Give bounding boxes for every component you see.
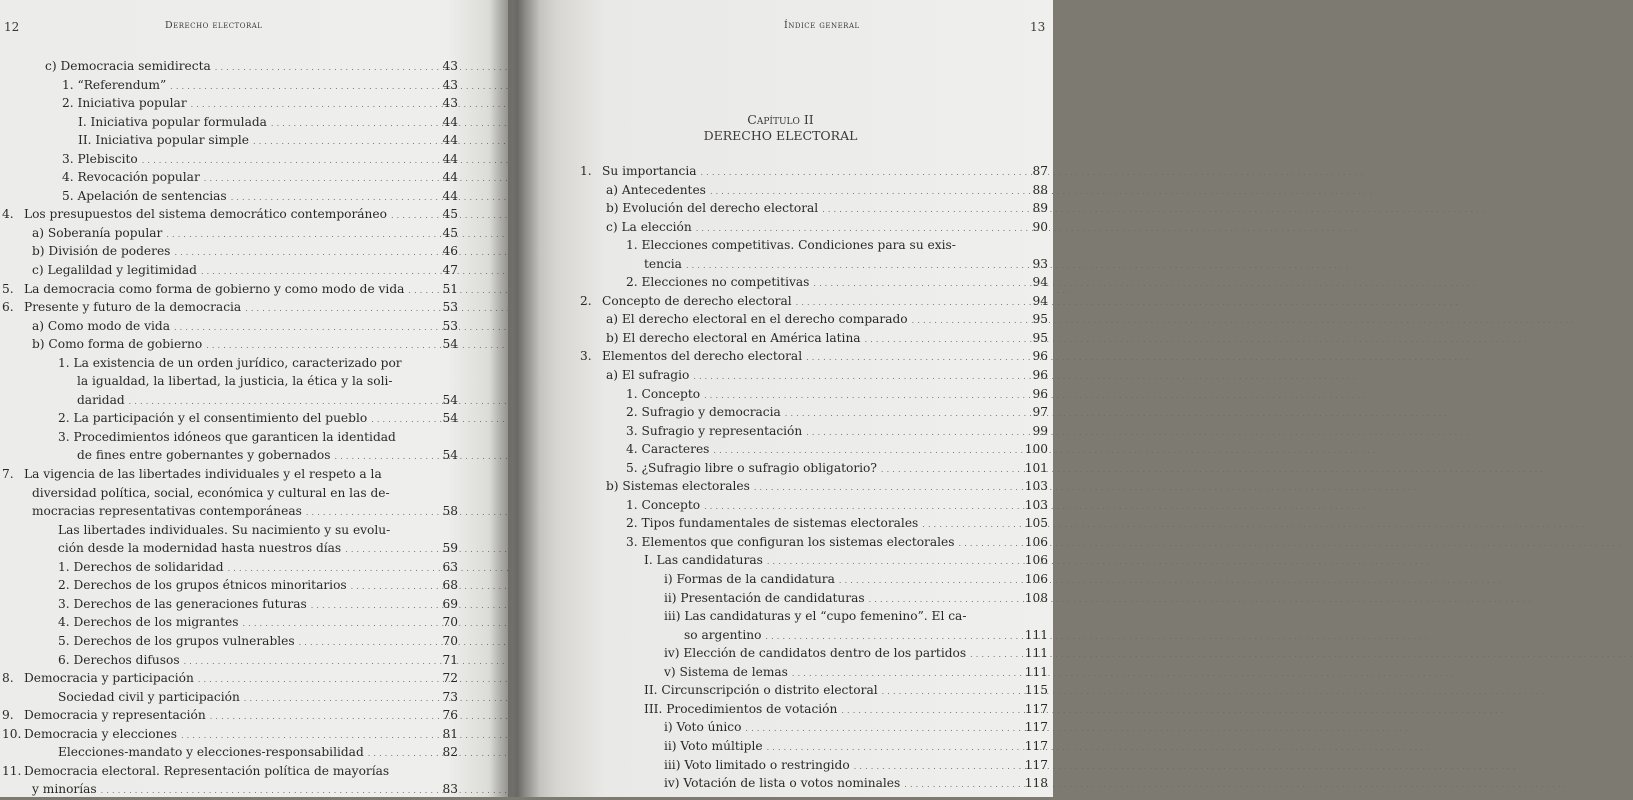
toc-entry bbox=[588, 441, 1048, 460]
toc-entry-title: 3. Plebiscito bbox=[62, 151, 138, 166]
page-number-right: 13 bbox=[1030, 20, 1046, 34]
dot-leader bbox=[813, 274, 1475, 293]
toc-entry bbox=[588, 367, 1048, 386]
toc-entry-title: iii) Las candidaturas y el “cupo femenino”. El ca- bbox=[664, 609, 967, 624]
toc-entry-title: iv) Elección de candidatos dentro de los partidos bbox=[664, 646, 967, 661]
toc-entry-number: 8. bbox=[2, 671, 14, 686]
toc-entry-title: Democracia y participación bbox=[24, 671, 194, 686]
dot-leader bbox=[869, 590, 1531, 609]
toc-entry bbox=[588, 738, 1048, 757]
toc-entry-page: 99 bbox=[1032, 423, 1048, 438]
dot-leader bbox=[912, 311, 1574, 330]
toc-entry-page: 111 bbox=[1024, 646, 1048, 661]
toc-entry-title: 2. La participación y el consentimiento del pueblo bbox=[58, 411, 368, 426]
toc-entry bbox=[588, 330, 1048, 349]
toc-entry-title: 2. Derechos de los grupos étnicos minoritarios bbox=[58, 578, 347, 593]
toc-entry-title: Los presupuestos del sistema democrático contemporáneo bbox=[24, 207, 387, 222]
toc-entry-title: 4. Caracteres bbox=[626, 442, 710, 457]
toc-entry-title: 4. Derechos de los migrantes bbox=[58, 615, 239, 630]
chapter-title: DERECHO ELECTORAL bbox=[703, 128, 858, 143]
dot-leader bbox=[754, 478, 1416, 497]
toc-entry bbox=[10, 77, 458, 96]
toc-entry-number: 4. bbox=[2, 207, 14, 222]
toc-entry bbox=[588, 719, 1048, 738]
toc-entry bbox=[10, 559, 458, 578]
toc-entry bbox=[588, 219, 1048, 238]
toc-entry-title: c) Democracia semidirecta bbox=[45, 59, 211, 73]
toc-entry-page: 94 bbox=[1032, 275, 1048, 290]
toc-entry-title: 2. Iniciativa popular bbox=[62, 96, 187, 111]
toc-entry-page: 71 bbox=[442, 652, 458, 667]
toc-entry-number: 9. bbox=[2, 708, 14, 723]
toc-entry-title: 1. Elecciones competitivas. Condiciones para su exis- bbox=[626, 238, 956, 253]
toc-entry-page: 44 bbox=[442, 188, 458, 203]
toc-entry-title: ii) Voto múltiple bbox=[664, 738, 763, 753]
toc-entry bbox=[588, 627, 1048, 646]
toc-entry bbox=[588, 664, 1048, 683]
toc-entry bbox=[588, 182, 1048, 201]
toc-entry bbox=[10, 540, 458, 559]
toc-entry-title: Sociedad civil y participación bbox=[58, 689, 240, 704]
toc-entry bbox=[588, 311, 1048, 330]
toc-entry-number: 3. bbox=[580, 349, 592, 364]
toc-entry-title: 1. Concepto bbox=[626, 497, 701, 512]
toc-entry bbox=[10, 689, 458, 708]
toc-entry bbox=[10, 596, 458, 615]
dot-leader bbox=[745, 719, 1407, 738]
toc-entry bbox=[588, 274, 1048, 293]
toc-entry bbox=[2, 281, 458, 300]
toc-entry bbox=[588, 645, 1048, 664]
toc-entry-page: 108 bbox=[1024, 590, 1048, 605]
toc-entry-title: La democracia como forma de gobierno y como modo de vida bbox=[24, 281, 405, 296]
toc-entry-page: 53 bbox=[442, 318, 458, 333]
toc-entry-title: a) Soberanía popular bbox=[32, 225, 163, 240]
toc-entry bbox=[10, 95, 458, 114]
toc-entry-title: II. Circunscripción o distrito electoral bbox=[644, 683, 878, 698]
toc-entry-title: iii) Voto limitado o restringido bbox=[664, 757, 850, 772]
toc-entry-title: b) División de poderes bbox=[32, 244, 171, 259]
toc-entry-title: b) Sistemas electorales bbox=[606, 479, 750, 494]
toc-entry-title: I. Iniciativa popular formulada bbox=[78, 114, 267, 129]
table-of-contents-left bbox=[2, 58, 458, 800]
page-number-left: 12 bbox=[4, 20, 20, 34]
toc-entry-title: i) Formas de la candidatura bbox=[664, 572, 835, 587]
toc-entry bbox=[10, 188, 458, 207]
toc-entry bbox=[10, 429, 458, 448]
toc-entry bbox=[580, 293, 1048, 312]
toc-entry-title: de fines entre gobernantes y gobernados bbox=[77, 448, 331, 463]
toc-entry-page: 117 bbox=[1024, 701, 1048, 716]
dot-leader bbox=[881, 460, 1543, 479]
toc-entry-number: 6. bbox=[2, 300, 14, 315]
toc-entry bbox=[10, 522, 458, 541]
toc-entry-title: b) Evolución del derecho electoral bbox=[606, 201, 819, 216]
toc-entry-title: Democracia electoral. Representación política de mayorías bbox=[24, 763, 390, 778]
toc-entry-title: 5. Derechos de los grupos vulnerables bbox=[58, 633, 295, 648]
toc-entry-page: 81 bbox=[442, 726, 458, 741]
toc-entry-page: 70 bbox=[442, 633, 458, 648]
toc-entry-title: 3. Derechos de las generaciones futuras bbox=[58, 596, 307, 611]
toc-entry bbox=[588, 701, 1048, 720]
toc-entry-title: Elecciones-mandato y elecciones-responsabilidad bbox=[58, 745, 364, 760]
dot-leader bbox=[959, 534, 1621, 553]
toc-entry-title: c) Legalildad y legitimidad bbox=[32, 263, 197, 278]
toc-entry bbox=[10, 373, 458, 392]
toc-entry-title: b) Como forma de gobierno bbox=[32, 337, 203, 352]
toc-entry-title: Democracia y elecciones bbox=[24, 726, 177, 741]
table-of-contents-right bbox=[580, 163, 1048, 794]
toc-entry bbox=[2, 763, 458, 782]
dot-leader bbox=[865, 330, 1527, 349]
toc-entry-page: 111 bbox=[1024, 627, 1048, 642]
toc-entry-page: 117 bbox=[1024, 738, 1048, 753]
toc-entry bbox=[588, 775, 1048, 794]
toc-entry-title: La vigencia de las libertades individuales y el respeto a la bbox=[24, 467, 382, 482]
toc-entry-title: III. Procedimientos de votación bbox=[644, 701, 838, 716]
toc-entry bbox=[588, 404, 1048, 423]
toc-entry-title: Su importancia bbox=[602, 164, 697, 178]
right-page bbox=[508, 0, 1053, 797]
toc-entry-page: 53 bbox=[442, 300, 458, 315]
toc-entry-title: 3. Procedimientos idóneos que garanticen la identidad bbox=[58, 429, 396, 444]
toc-entry-page: 83 bbox=[442, 782, 458, 797]
toc-entry-title: 3. Elementos que configuran los sistemas electorales bbox=[626, 534, 955, 549]
toc-entry-title: a) El derecho electoral en el derecho comparado bbox=[606, 312, 908, 327]
toc-entry-title: diversidad política, social, económica y cultural en las de- bbox=[32, 485, 390, 500]
toc-entry-title: 1. Derechos de solidaridad bbox=[58, 559, 224, 574]
toc-entry-number: 11. bbox=[2, 763, 22, 778]
running-head-left: Derecho electoral bbox=[165, 20, 263, 31]
dot-leader bbox=[904, 775, 1566, 794]
toc-entry-page: 68 bbox=[442, 578, 458, 593]
toc-entry-title: mocracias representativas contemporáneas bbox=[32, 504, 302, 519]
toc-entry bbox=[588, 256, 1048, 275]
toc-entry-page: 59 bbox=[442, 541, 458, 556]
toc-entry-title: 2. Elecciones no competitivas bbox=[626, 275, 810, 290]
dot-leader bbox=[806, 423, 1468, 442]
toc-entry-title: ción desde la modernidad hasta nuestros días bbox=[58, 541, 342, 556]
toc-entry bbox=[10, 132, 458, 151]
toc-entry-page: 96 bbox=[1032, 386, 1048, 401]
toc-entry bbox=[10, 614, 458, 633]
toc-entry bbox=[588, 534, 1048, 553]
toc-entry-title: 4. Revocación popular bbox=[62, 170, 200, 185]
left-page bbox=[0, 0, 508, 797]
toc-entry-page: 70 bbox=[442, 615, 458, 630]
toc-entry-page: 73 bbox=[442, 689, 458, 704]
toc-entry-title: a) Antecedentes bbox=[606, 182, 706, 197]
toc-entry-page: 44 bbox=[442, 170, 458, 185]
chapter-label: Capítulo II bbox=[747, 112, 814, 127]
toc-entry bbox=[2, 726, 458, 745]
toc-entry-page: 93 bbox=[1032, 256, 1048, 271]
toc-entry-page: 96 bbox=[1032, 368, 1048, 383]
toc-entry-page: 94 bbox=[1032, 293, 1048, 308]
toc-entry-title: 1. La existencia de un orden jurídico, caracterizado por bbox=[58, 355, 402, 370]
toc-entry-page: 43 bbox=[442, 77, 458, 92]
toc-entry-page: 115 bbox=[1024, 683, 1048, 698]
toc-entry-title: a) El sufragio bbox=[606, 368, 690, 383]
toc-entry bbox=[10, 243, 458, 262]
toc-entry bbox=[588, 237, 1048, 256]
toc-entry-title: c) La elección bbox=[606, 219, 692, 234]
toc-entry-page: 47 bbox=[442, 263, 458, 278]
toc-entry-page: 54 bbox=[442, 337, 458, 352]
toc-entry-title: ii) Presentación de candidaturas bbox=[664, 590, 865, 605]
toc-entry bbox=[588, 478, 1048, 497]
toc-entry-page: 54 bbox=[442, 448, 458, 463]
toc-entry-title: a) Como modo de vida bbox=[32, 318, 170, 333]
dot-leader bbox=[854, 757, 1516, 776]
toc-entry-number: 5. bbox=[2, 281, 14, 296]
dot-leader bbox=[882, 682, 1544, 701]
toc-entry bbox=[10, 652, 458, 671]
toc-entry bbox=[10, 781, 458, 800]
toc-entry-page: 63 bbox=[442, 559, 458, 574]
toc-entry bbox=[588, 757, 1048, 776]
toc-entry bbox=[588, 497, 1048, 516]
dot-leader bbox=[792, 664, 1454, 683]
toc-entry bbox=[588, 608, 1048, 627]
toc-entry-title: 5. Apelación de sentencias bbox=[62, 188, 227, 203]
toc-entry-title: 3. Sufragio y representación bbox=[626, 423, 803, 438]
toc-entry-page: 43 bbox=[442, 59, 458, 73]
toc-entry-page: 89 bbox=[1032, 201, 1048, 216]
toc-entry bbox=[10, 447, 458, 466]
dot-leader bbox=[767, 738, 1429, 757]
toc-entry bbox=[10, 114, 458, 133]
toc-entry-page: 117 bbox=[1024, 757, 1048, 772]
toc-entry bbox=[2, 466, 458, 485]
toc-entry bbox=[10, 355, 458, 374]
toc-entry-number: 7. bbox=[2, 467, 14, 482]
toc-entry-title: y minorías bbox=[32, 782, 97, 797]
running-head-right: Índice general bbox=[784, 20, 860, 31]
dot-leader bbox=[765, 627, 1427, 646]
toc-entry-number: 10. bbox=[2, 726, 22, 741]
dot-leader bbox=[767, 552, 1429, 571]
toc-entry bbox=[10, 744, 458, 763]
toc-entry bbox=[10, 318, 458, 337]
toc-entry-page: 103 bbox=[1024, 497, 1048, 512]
dot-leader bbox=[970, 645, 1632, 664]
toc-entry-page: 82 bbox=[442, 745, 458, 760]
toc-entry-title: Democracia y representación bbox=[24, 708, 206, 723]
toc-entry bbox=[10, 262, 458, 281]
toc-entry-page: 88 bbox=[1032, 182, 1048, 197]
toc-entry-page: 43 bbox=[442, 96, 458, 111]
toc-entry-title: II. Iniciativa popular simple bbox=[78, 133, 250, 148]
toc-entry-page: 54 bbox=[442, 411, 458, 426]
toc-entry-page: 103 bbox=[1024, 479, 1048, 494]
toc-entry bbox=[580, 163, 1048, 182]
toc-entry-page: 87 bbox=[1032, 164, 1048, 178]
toc-entry bbox=[10, 336, 458, 355]
toc-entry bbox=[588, 590, 1048, 609]
toc-entry bbox=[10, 503, 458, 522]
toc-entry bbox=[588, 423, 1048, 442]
toc-entry-page: 96 bbox=[1032, 349, 1048, 364]
toc-entry-page: 72 bbox=[442, 671, 458, 686]
toc-entry-page: 111 bbox=[1024, 664, 1048, 679]
toc-entry-page: 58 bbox=[442, 504, 458, 519]
toc-entry-title: Concepto de derecho electoral bbox=[602, 293, 792, 308]
toc-entry bbox=[580, 348, 1048, 367]
toc-entry bbox=[10, 633, 458, 652]
toc-entry-page: 45 bbox=[442, 207, 458, 222]
toc-entry-page: 97 bbox=[1032, 405, 1048, 420]
toc-entry-title: Las libertades individuales. Su nacimiento y su evolu- bbox=[58, 522, 391, 537]
toc-entry-title: b) El derecho electoral en América latina bbox=[606, 330, 861, 345]
toc-entry bbox=[10, 577, 458, 596]
toc-entry bbox=[10, 485, 458, 504]
toc-entry bbox=[2, 206, 458, 225]
toc-entry bbox=[588, 682, 1048, 701]
toc-entry bbox=[2, 299, 458, 318]
toc-entry-page: 76 bbox=[442, 708, 458, 723]
toc-entry-title: Elementos del derecho electoral bbox=[602, 349, 803, 364]
dot-leader bbox=[841, 701, 1503, 720]
toc-entry-title: 1. “Referendum” bbox=[62, 77, 167, 92]
dot-leader bbox=[822, 200, 1484, 219]
toc-entry-page: 46 bbox=[442, 244, 458, 259]
toc-entry-title: 2. Tipos fundamentales de sistemas electorales bbox=[626, 516, 919, 531]
toc-entry-page: 45 bbox=[442, 225, 458, 240]
toc-entry-page: 95 bbox=[1032, 330, 1048, 345]
toc-entry bbox=[588, 552, 1048, 571]
toc-entry bbox=[10, 58, 458, 77]
toc-entry-title: I. Las candidaturas bbox=[644, 553, 763, 568]
dot-leader bbox=[806, 348, 1468, 367]
toc-entry bbox=[588, 515, 1048, 534]
toc-entry-title: daridad bbox=[77, 392, 125, 407]
toc-entry-page: 51 bbox=[442, 281, 458, 296]
toc-entry-title: 6. Derechos difusos bbox=[58, 652, 180, 667]
toc-entry-title: 5. ¿Sufragio libre o sufragio obligatorio? bbox=[626, 460, 877, 475]
toc-entry-page: 95 bbox=[1032, 312, 1048, 327]
toc-entry-title: so argentino bbox=[684, 627, 762, 642]
toc-entry-number: 2. bbox=[580, 293, 592, 308]
toc-entry-page: 69 bbox=[442, 596, 458, 611]
toc-entry-page: 106 bbox=[1024, 572, 1048, 587]
toc-entry bbox=[588, 386, 1048, 405]
toc-entry bbox=[588, 571, 1048, 590]
toc-entry bbox=[10, 151, 458, 170]
toc-entry-title: 2. Sufragio y democracia bbox=[626, 405, 781, 420]
toc-entry-page: 106 bbox=[1024, 553, 1048, 568]
toc-entry-page: 106 bbox=[1024, 534, 1048, 549]
toc-entry-page: 44 bbox=[442, 151, 458, 166]
toc-entry-page: 117 bbox=[1024, 720, 1048, 735]
toc-entry bbox=[588, 460, 1048, 479]
toc-entry-page: 44 bbox=[442, 133, 458, 148]
toc-entry-title: 1. Concepto bbox=[626, 386, 701, 401]
dot-leader bbox=[839, 571, 1501, 590]
toc-entry bbox=[2, 707, 458, 726]
toc-entry-title: tencia bbox=[644, 256, 682, 271]
toc-entry-page: 44 bbox=[442, 114, 458, 129]
toc-entry bbox=[588, 200, 1048, 219]
toc-entry-page: 100 bbox=[1024, 442, 1048, 457]
toc-entry bbox=[10, 225, 458, 244]
toc-entry-title: Presente y futuro de la democracia bbox=[24, 300, 242, 315]
dot-leader bbox=[796, 293, 1458, 312]
toc-entry-title: la igualdad, la libertad, la justicia, la ética y la soli- bbox=[77, 374, 393, 389]
toc-entry bbox=[10, 392, 458, 411]
toc-entry-title: v) Sistema de lemas bbox=[664, 664, 788, 679]
toc-entry-page: 54 bbox=[442, 392, 458, 407]
toc-entry-title: iv) Votación de lista o votos nominales bbox=[664, 776, 901, 791]
toc-entry-page: 118 bbox=[1024, 776, 1048, 791]
toc-entry-page: 105 bbox=[1024, 516, 1048, 531]
toc-entry bbox=[10, 410, 458, 429]
toc-entry-number: 1. bbox=[580, 164, 592, 178]
toc-entry bbox=[10, 169, 458, 188]
toc-entry-page: 101 bbox=[1024, 460, 1048, 475]
toc-entry-page: 90 bbox=[1032, 219, 1048, 234]
dot-leader bbox=[785, 404, 1447, 423]
toc-entry bbox=[2, 670, 458, 689]
toc-entry-title: i) Voto único bbox=[664, 720, 742, 735]
